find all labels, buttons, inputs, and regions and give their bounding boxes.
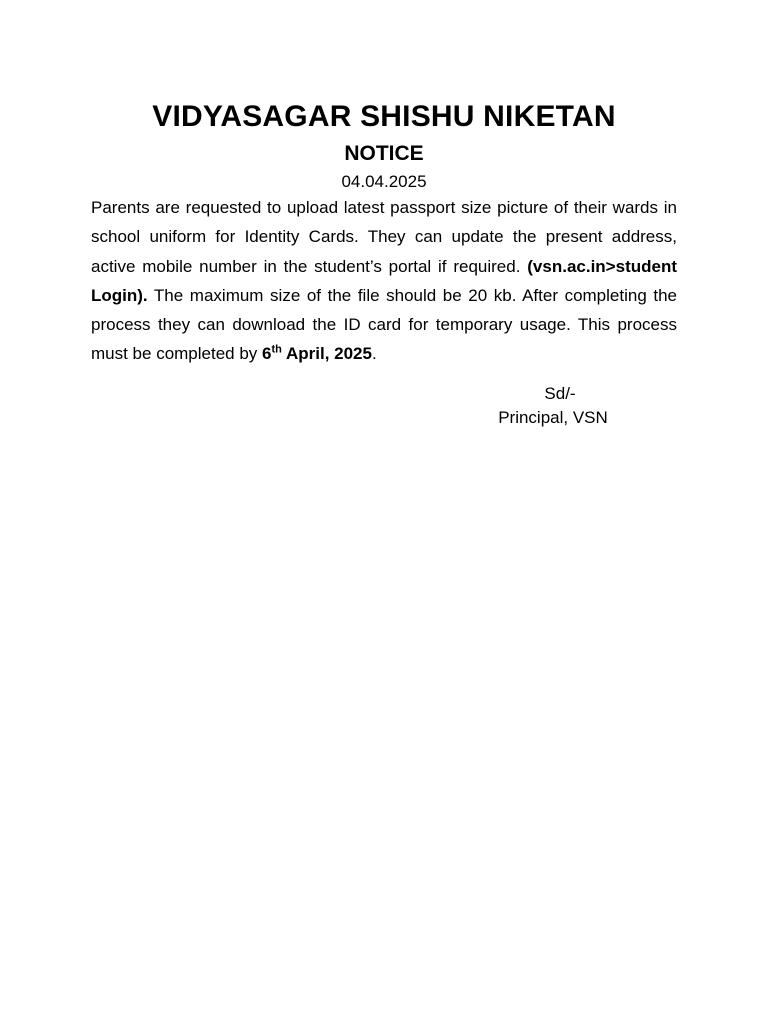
signature-sd: Sd/-	[544, 384, 576, 403]
body-text-1: Parents are requested to upload latest passport size picture of their wards in school uniform for Identity Cards. They can update the present address, active mobile number in the student’s portal if required.	[91, 198, 677, 276]
deadline-day: 6	[262, 344, 272, 364]
signature-designation: Principal, VSN	[498, 408, 608, 427]
school-name: VIDYASAGAR SHISHU NIKETAN	[152, 100, 616, 133]
body-text-end: .	[371, 344, 377, 364]
notice-body	[91, 193, 677, 369]
portal-link-text: (vsn.ac.in>student Login).	[91, 256, 677, 305]
deadline-date	[262, 344, 372, 363]
deadline-suffix: th	[271, 343, 282, 356]
notice-date: 04.04.2025	[341, 172, 427, 191]
deadline-rest: April, 2025	[281, 344, 372, 364]
body-text-2: The maximum size of the file should be 20 kb. After completing the process they can download the ID card for temporary usage. This process must be completed by	[91, 285, 677, 364]
notice-title: NOTICE	[344, 142, 424, 165]
